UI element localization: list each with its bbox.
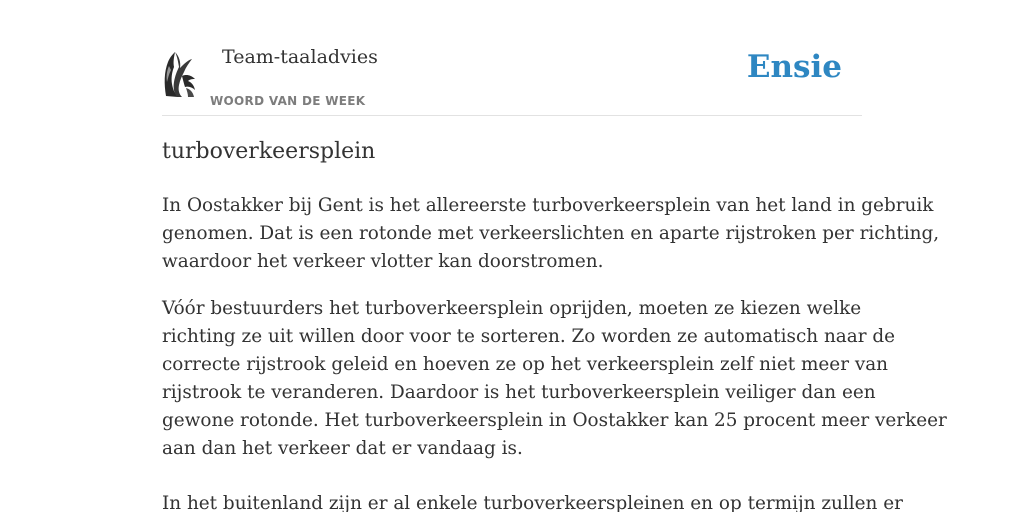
text-line: waardoor het verkeer vlotter kan doorstromen.	[162, 251, 604, 272]
brand-logo-link[interactable]: Ensie	[746, 49, 842, 85]
text-line: correcte rijstrook geleid en hoeven ze op het verkeersplein zelf niet meer van	[162, 354, 889, 375]
text-line: gewone rotonde. Het turboverkeersplein in Oostakker kan 25 procent meer verkeer	[162, 410, 947, 431]
page-title: turboverkeersplein	[162, 139, 376, 164]
flemish-lion-logo-icon	[162, 48, 198, 98]
text-line: In het buitenland zijn er al enkele turboverkeerspleinen en op termijn zullen er	[162, 493, 903, 512]
text-line: In Oostakker bij Gent is het allereerste turboverkeersplein van het land in gebruik	[162, 195, 934, 216]
paragraph	[162, 295, 947, 463]
paragraph	[162, 192, 940, 276]
author-name: Team-taaladvies	[222, 46, 378, 68]
text-line: richting ze uit willen door voor te sorteren. Zo worden ze automatisch naar de	[162, 326, 896, 347]
article-body	[162, 192, 947, 512]
text-line: genomen. Dat is een rotonde met verkeerslichten en aparte rijstroken per richting,	[162, 223, 940, 244]
text-line: aan dan het verkeer dat er vandaag is.	[162, 438, 523, 459]
paragraph	[162, 490, 903, 512]
text-line: rijstrook te veranderen. Daardoor is het turboverkeersplein veiliger dan een	[162, 382, 876, 403]
section-label: WOORD VAN DE WEEK	[210, 94, 366, 108]
header	[162, 44, 862, 116]
text-line: Vóór bestuurders het turboverkeersplein oprijden, moeten ze kiezen welke	[162, 298, 862, 319]
